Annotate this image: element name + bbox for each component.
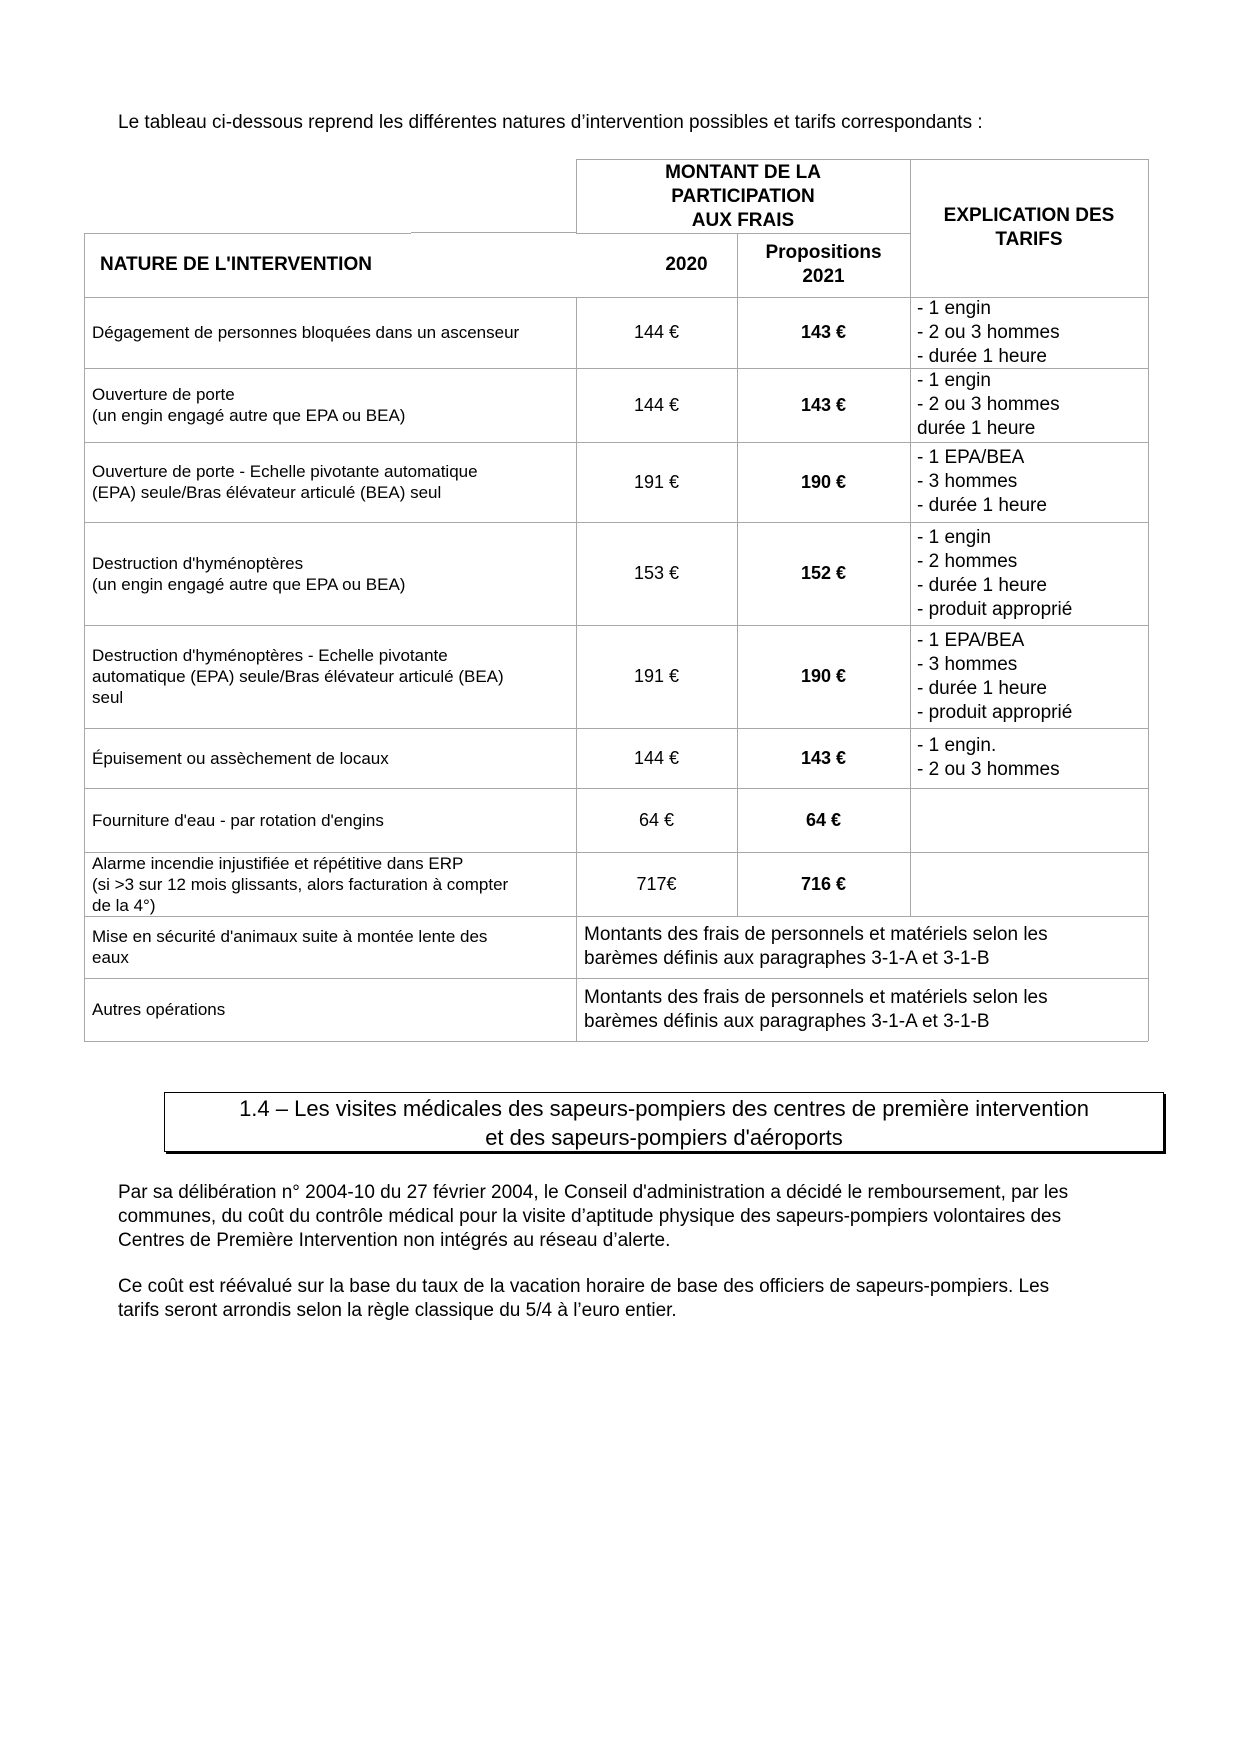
explication-cell — [910, 368, 1148, 442]
nature-cell — [84, 297, 576, 368]
text-line: EXPLICATION DES — [943, 205, 1115, 226]
paragraph-reevaluation — [118, 1275, 1148, 1323]
text-line: Fourniture d'eau - par rotation d'engins — [92, 810, 384, 830]
cell-text — [765, 241, 881, 289]
text-line: eaux — [92, 948, 129, 967]
text-line: - 3 hommes — [917, 653, 1018, 675]
table-border — [1148, 728, 1149, 788]
text-line: Dégagement de personnes bloquées dans un ascenseur — [92, 323, 520, 342]
section-title-line: et des sapeurs-pompiers d'aéroports — [485, 1125, 843, 1150]
table-border — [1148, 442, 1149, 522]
text-line: - 1 engin — [917, 297, 991, 319]
text-line: Montants des frais de personnels et matériels selon les — [584, 924, 1048, 945]
text-line: (si >3 sur 12 mois glissants, alors facturation à compter — [92, 874, 509, 894]
table-border — [411, 232, 576, 233]
text-line: Épuisement ou assèchement de locaux — [92, 748, 389, 768]
amount-2020: 191 € — [633, 666, 680, 686]
table-border — [910, 159, 911, 297]
text-line: PARTICIPATION — [671, 186, 815, 207]
explication-cell — [910, 788, 1148, 852]
text-line: de la 4°) — [92, 895, 156, 915]
cell-text — [92, 853, 508, 916]
text-line: - 1 engin — [917, 526, 991, 548]
text-line: - durée 1 heure — [917, 677, 1047, 699]
cell-text — [917, 446, 1047, 518]
table-border — [84, 233, 411, 234]
table-border — [737, 233, 738, 297]
amount-2020: 144 € — [633, 747, 680, 768]
table-border — [1148, 625, 1149, 728]
text-line: - durée 1 heure — [917, 345, 1047, 367]
amount-2020: 144 € — [633, 394, 680, 415]
explication-cell — [910, 728, 1148, 788]
table-border — [1148, 159, 1149, 297]
cell-text — [92, 645, 504, 708]
nature-cell — [84, 625, 576, 728]
cell-text — [584, 923, 1048, 971]
merged-amount-cell — [576, 978, 1148, 1041]
text-line: - durée 1 heure — [917, 495, 1047, 516]
text-line: - 2 ou 3 hommes — [917, 394, 1060, 415]
section-title-line: 1.4 – Les visites médicales des sapeurs-pompiers des centres de première intervention — [239, 1096, 1089, 1121]
amount-2021: 143 € — [800, 322, 847, 342]
table-border — [84, 233, 85, 297]
amount-2020: 64 € — [638, 809, 675, 830]
explication-cell — [910, 852, 1148, 916]
paragraph-line: communes, du coût du contrôle médical pour la visite d’aptitude physique des sapeurs-pompiers volontaires des — [118, 1206, 1062, 1227]
text-line: Mise en sécurité d'animaux suite à montée lente des — [92, 927, 488, 946]
explication-cell — [910, 522, 1148, 625]
text-line: - 1 EPA/BEA — [917, 447, 1025, 468]
table-border — [1148, 852, 1149, 916]
cell-text — [92, 810, 384, 831]
table-border — [576, 159, 577, 233]
table-border — [1148, 297, 1149, 368]
text-line: Ouverture de porte — [92, 385, 235, 404]
text-line: - 2 ou 3 hommes — [917, 759, 1060, 780]
explication-cell — [910, 297, 1148, 368]
text-line: - durée 1 heure — [917, 574, 1047, 596]
text-line: Autres opérations — [92, 1000, 226, 1019]
cell-text — [917, 526, 1072, 622]
text-line: - 1 engin. — [917, 735, 997, 756]
text-line: barèmes définis aux paragraphes 3-1-A et 3-1-B — [584, 948, 990, 969]
text-line: - 2 ou 3 hommes — [917, 321, 1060, 343]
cell-text — [92, 322, 519, 343]
nature-cell — [84, 368, 576, 442]
text-line: - 1 engin — [917, 370, 991, 391]
cell-text — [92, 384, 405, 426]
text-line: Propositions — [765, 242, 882, 263]
nature-cell — [84, 442, 576, 522]
text-line: (un engin engagé autre que EPA ou BEA) — [92, 574, 406, 594]
explication-cell — [910, 442, 1148, 522]
amount-2021: 152 € — [800, 563, 847, 583]
cell-text — [92, 999, 225, 1020]
text-line: AUX FRAIS — [691, 210, 795, 231]
paragraph-deliberation — [118, 1181, 1148, 1253]
header-explication — [910, 159, 1148, 297]
cell-text — [584, 986, 1048, 1034]
table-border — [1148, 522, 1149, 625]
cell-text — [92, 461, 478, 503]
cell-text — [917, 297, 1060, 369]
cell-text — [576, 161, 910, 233]
amount-2021: 190 € — [800, 666, 847, 686]
text-line: Alarme incendie injustifiée et répétitive dans ERP — [92, 853, 464, 873]
text-line: - 1 EPA/BEA — [917, 629, 1025, 651]
text-line: Destruction d'hyménoptères — [92, 553, 304, 573]
cell-text — [917, 629, 1072, 725]
text-line: - 2 hommes — [917, 550, 1018, 572]
cell-text — [92, 926, 487, 968]
text-line: seul — [92, 688, 124, 707]
text-line: automatique (EPA) seule/Bras élévateur articulé (BEA) — [92, 667, 504, 686]
text-line: - 3 hommes — [917, 471, 1018, 492]
nature-cell — [84, 978, 576, 1041]
paragraph-line: Ce coût est réévalué sur la base du taux de la vacation horaire de base des officiers de sapeurs-pompiers. Les — [118, 1276, 1050, 1297]
text-line: Destruction d'hyménoptères - Echelle pivotante — [92, 646, 448, 665]
paragraph-line: Centres de Première Intervention non intégrés au réseau d’alerte. — [118, 1230, 671, 1251]
text-line: barèmes définis aux paragraphes 3-1-A et 3-1-B — [584, 1010, 990, 1032]
nature-cell — [84, 852, 576, 916]
intro-text: Le tableau ci-dessous reprend les différentes natures d’intervention possibles et tarifs correspondants : — [118, 112, 983, 133]
header-propositions-2021 — [737, 233, 910, 297]
amount-2020: 153 € — [633, 563, 680, 583]
text-line: (un engin engagé autre que EPA ou BEA) — [92, 406, 406, 425]
cell-text — [92, 748, 389, 769]
amount-2021: 64 € — [805, 809, 842, 830]
nature-cell — [84, 916, 576, 978]
paragraph-line: tarifs seront arrondis selon la règle classique du 5/4 à l’euro entier. — [118, 1300, 677, 1321]
nature-cell — [84, 522, 576, 625]
header-nature: NATURE DE L'INTERVENTION — [100, 254, 372, 275]
text-line: (EPA) seule/Bras élévateur articulé (BEA) seul — [92, 483, 442, 502]
amount-2021: 143 € — [800, 747, 847, 768]
amount-2021: 716 € — [800, 873, 847, 894]
text-line: TARIFS — [995, 229, 1063, 250]
nature-cell — [84, 788, 576, 852]
table-border — [84, 1041, 1148, 1042]
table-border — [576, 159, 1148, 160]
merged-amount-cell — [576, 916, 1148, 978]
table-border — [576, 233, 910, 234]
text-line: Ouverture de porte - Echelle pivotante automatique — [92, 462, 478, 481]
text-line: - produit approprié — [917, 701, 1073, 723]
cell-text — [917, 734, 1060, 782]
amount-2020: 717€ — [636, 873, 677, 894]
amount-2021: 143 € — [800, 394, 847, 415]
amount-2020: 144 € — [633, 322, 680, 342]
paragraph-line: Par sa délibération n° 2004-10 du 27 février 2004, le Conseil d'administration a décidé le remboursement, par les — [118, 1182, 1069, 1203]
amount-2020: 191 € — [633, 471, 680, 492]
table-border — [1148, 368, 1149, 442]
text-line: 2021 — [802, 266, 845, 287]
cell-text — [944, 204, 1115, 252]
nature-cell — [84, 728, 576, 788]
cell-text — [917, 369, 1060, 441]
section-title-box — [164, 1092, 1164, 1152]
cell-text — [92, 553, 405, 595]
text-line: MONTANT DE LA — [665, 162, 821, 183]
text-line: Montants des frais de personnels et matériels selon les — [584, 986, 1048, 1008]
header-montant — [576, 159, 910, 233]
header-2020: 2020 — [665, 254, 708, 275]
table-border — [1148, 916, 1149, 978]
text-line: durée 1 heure — [917, 418, 1036, 439]
amount-2021: 190 € — [800, 471, 847, 492]
explication-cell — [910, 625, 1148, 728]
text-line: - produit approprié — [917, 598, 1073, 620]
table-border — [1148, 978, 1149, 1041]
table-border — [1148, 788, 1149, 852]
